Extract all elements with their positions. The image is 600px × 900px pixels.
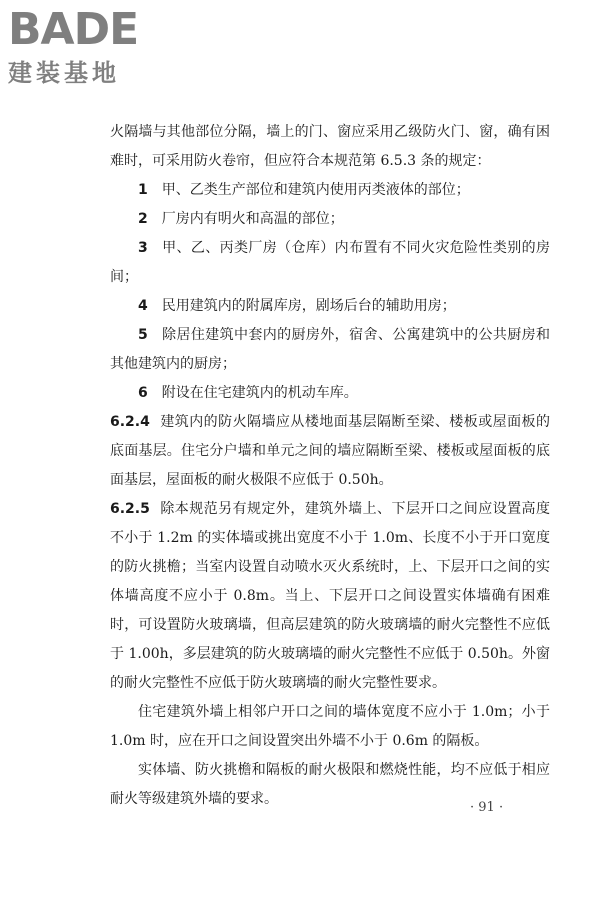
- item-text: 厂房内有明火和高温的部位；: [161, 211, 344, 227]
- clause-text: 建筑内的防火隔墙应从楼地面基层隔断至梁、楼板或屋面板的底面基层。住宅分户墙和单元之间的墙应隔断至梁、楼板或屋面板的底面基层，屋面板的耐火极限不应低于 0.50h。: [110, 414, 550, 488]
- item-number: 6: [138, 385, 148, 401]
- fire-limit-paragraph: 实体墙、防火挑檐和隔板的耐火极限和燃烧性能，均不应低于相应耐火等级建筑外墙的要求。: [110, 762, 550, 807]
- clause-number: 6.2.5: [110, 501, 150, 517]
- item-number: 4: [138, 298, 148, 314]
- clause-text: 除本规范另有规定外，建筑外墙上、下层开口之间应设置高度不小于 1.2m 的实体墙或挑出宽度不小于 1.0m、长度不小于开口宽度的防火挑檐；当室内设置自动喷水灭火系统时，上、下层开口之间的实体墙高度不应小于 0.8m。当上、下层开口之间设置实体墙确有困难时，可设置防火玻璃墙，但高层建筑的防火玻璃墙的耐火完整性不应低于 1.00h，多层建筑的防火玻璃墙的耐火完整性不应低于 0.50h。外窗的耐火完整性不应低于防火玻璃墙的耐火完整性要求。: [110, 501, 550, 691]
- item-text: 除居住建筑中套内的厨房外，宿舍、公寓建筑中的公共厨房和其他建筑内的厨房；: [110, 327, 550, 372]
- intro-line-1: 火隔墙与其他部位分隔，墙上的门、窗应采用乙级防火门、窗，: [110, 124, 508, 140]
- document-body: [110, 118, 550, 814]
- item-number: 3: [138, 240, 148, 256]
- list-item: [110, 379, 550, 408]
- item-text: 民用建筑内的附属库房，剧场后台的辅助用房；: [161, 298, 456, 314]
- item-text: 甲、乙、丙类厂房（仓库）内布置有不同火灾危险性类别的房间；: [110, 240, 550, 285]
- intro-line-2: 确有困难时，可采用防火卷帘，但应符合本规范第 6.5.3 条的: [110, 124, 551, 169]
- list-item: [110, 292, 550, 321]
- brand-logo: [8, 6, 208, 88]
- clause-6-2-4: [110, 408, 550, 495]
- item-number: 5: [138, 327, 148, 343]
- clause-number: 6.2.4: [110, 414, 150, 430]
- list-item: [110, 205, 550, 234]
- intro-line-3: 规定：: [448, 153, 491, 169]
- page-number: · 91 ·: [470, 800, 504, 815]
- logo-brand-text: BADE: [8, 4, 139, 55]
- item-text: 附设在住宅建筑内的机动车库。: [161, 385, 358, 401]
- residential-paragraph: 住宅建筑外墙上相邻户开口之间的墙体宽度不应小于 1.0m；小于 1.0m 时，应在开口之间设置突出外墙不小于 0.6m 的隔板。: [110, 704, 550, 749]
- intro-paragraph: [110, 118, 550, 176]
- logo-subtitle: 建装基地: [8, 59, 120, 87]
- item-number: 1: [138, 182, 148, 198]
- list-item: [110, 321, 550, 379]
- clause-6-2-5: [110, 495, 550, 698]
- item-number: 2: [138, 211, 148, 227]
- item-text: 甲、乙类生产部位和建筑内使用丙类液体的部位；: [161, 182, 470, 198]
- list-item: [110, 176, 550, 205]
- list-item: [110, 234, 550, 292]
